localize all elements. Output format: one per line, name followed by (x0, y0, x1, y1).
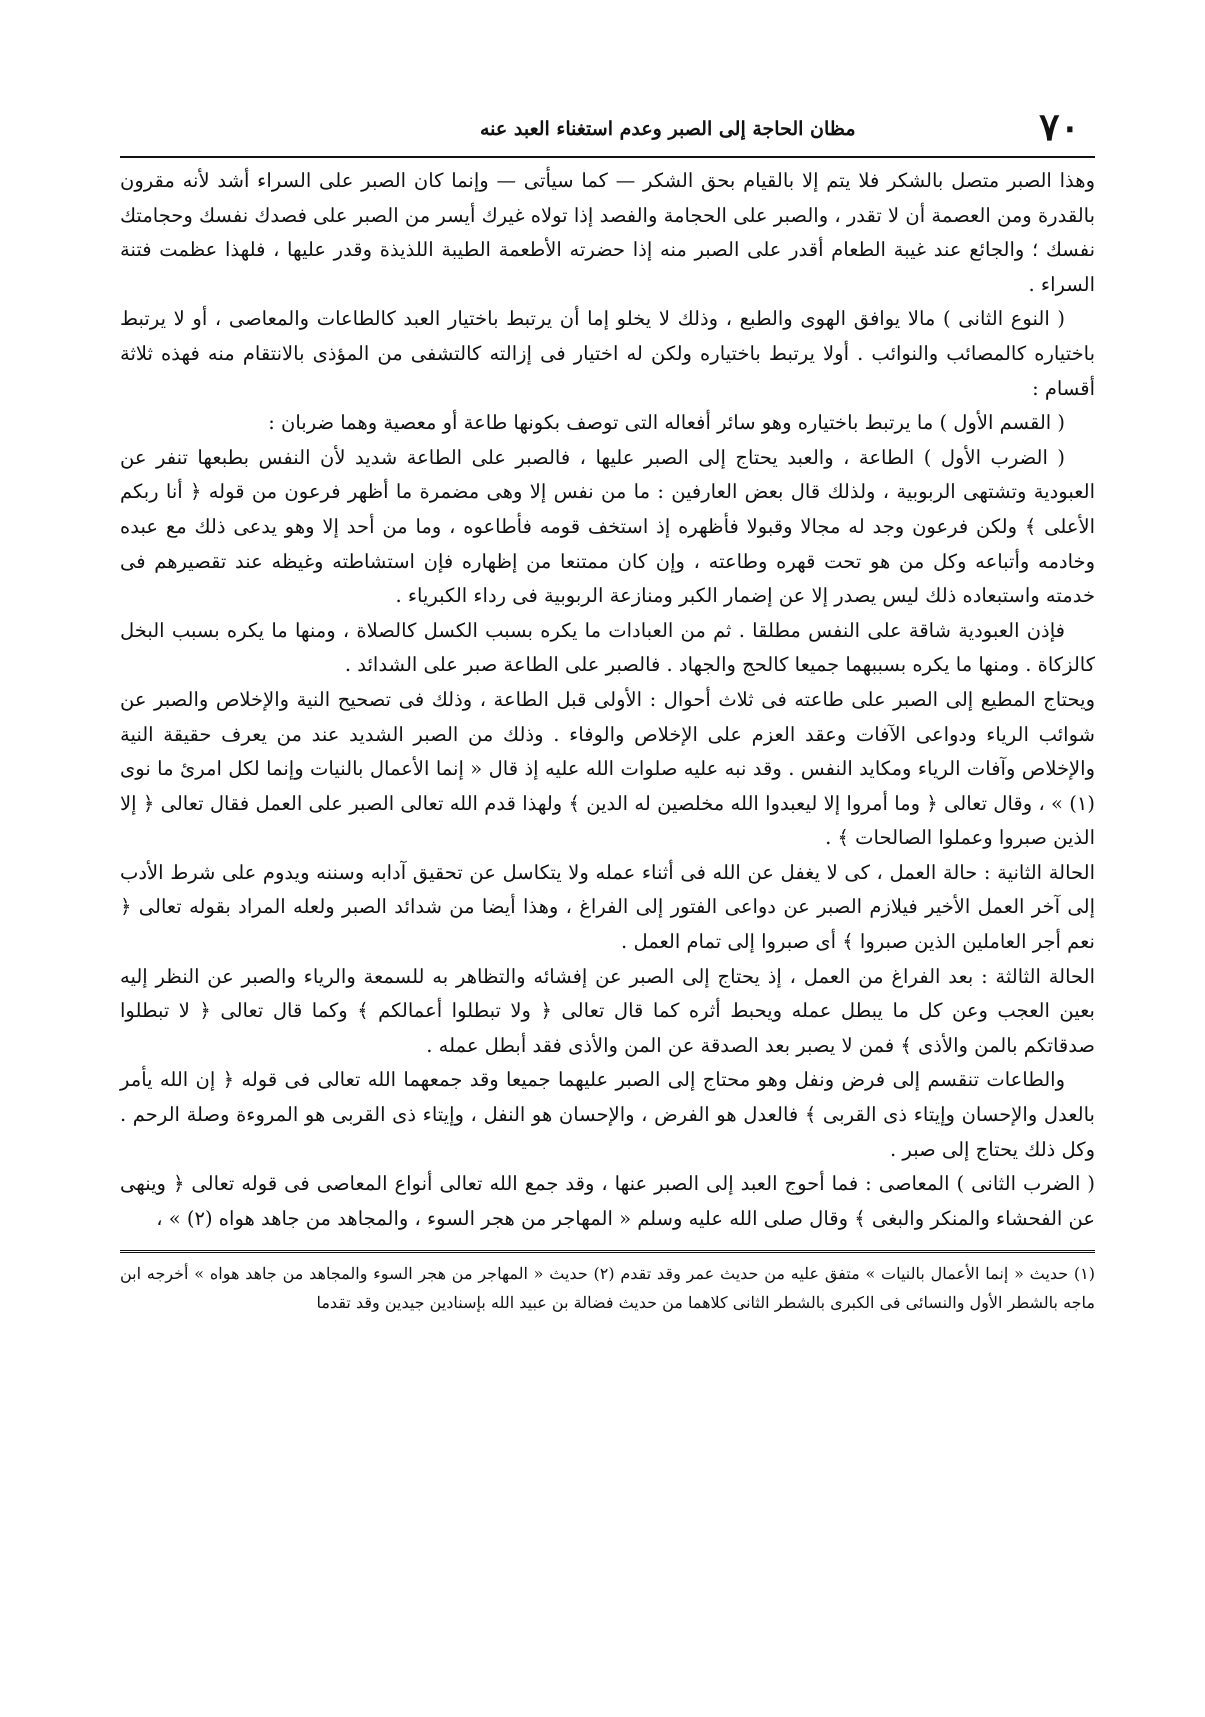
paragraph: ( القسم الأول ) ما يرتبط باختياره وهو سائر أفعاله التى توصف بكونها طاعة أو معصية وهما ضربان : (268, 411, 1065, 435)
paragraph: ويحتاج المطيع إلى الصبر على طاعته فى ثلاث أحوال : الأولى قبل الطاعة ، وذلك فى تصحيح النية والإخلاص والصبر عن شوائب الرياء ودواعى الآفات وعقد العزم على الإخلاص والوفاء . وذلك من الصبر الشديد عند من يعرف حقيقة النية والإخلاص وآفات الرياء ومكايد النفس . وقد نبه عليه صلوات الله عليه إذ قال « إنما الأعمال بالنيات وإنما لكل امرئ ما نوى (١) » ، وقال تعالى ﴿ وما أمروا إلا ليعبدوا الله مخلصين له الدين ﴾ ولهذا قدم الله تعالى الصبر على العمل فقال تعالى ﴿ إلا الذين صبروا وعملوا الصالحات ﴾ . (120, 687, 1095, 850)
paragraph: فإذن العبودية شاقة على النفس مطلقا . ثم من العبادات ما يكره بسبب الكسل كالصلاة ، ومنها ما يكره بسبب البخل كالزكاة . ومنها ما يكره بسببهما جميعا كالحج والجهاد . فالصبر على الطاعة صبر على الشدائد . (120, 618, 1095, 677)
paragraph: ( النوع الثانى ) مالا يوافق الهوى والطبع ، وذلك لا يخلو إما أن يرتبط باختيار العبد كالطاعات والمعاصى ، أو لا يرتبط باختياره كالمصائب والنوائب . أولا يرتبط باختياره ولكن له اختيار فى إزالته كالتشفى من المؤذى بالانتقام منه فهذه ثلاثة أقسام : (120, 307, 1095, 400)
footnote: (١) حديث « إنما الأعمال بالنيات » متفق عليه من حديث عمر وقد تقدم (٢) حديث « المهاجر من هجر السوء والمجاهد من جاهد هواه » أخرجه ابن ماجه بالشطر الأول والنسائى فى الكبرى بالشطر الثانى كلاهما من حديث فضالة بن عبيد الله بإسنادين جيدين وقد تقدما (120, 1264, 1095, 1313)
footnote-divider (120, 1250, 1095, 1253)
paragraph: الحالة الثالثة : بعد الفراغ من العمل ، إذ يحتاج إلى الصبر عن إفشائه والتظاهر به للسمعة والرياء والصبر عن النظر إليه بعين العجب وعن كل ما يبطل عمله ويحبط أثره كما قال تعالى ﴿ ولا تبطلوا أعمالكم ﴾ وكما قال تعالى ﴿ لا تبطلوا صدقاتكم بالمن والأذى ﴾ فمن لا يصبر بعد الصدقة عن المن والأذى فقد أبطل عمله . (120, 964, 1095, 1057)
page-header (120, 100, 1095, 149)
running-title: مظان الحاجة إلى الصبر وعدم استغناء العبد عنه (480, 118, 856, 140)
header-divider (120, 156, 1095, 158)
main-text (120, 164, 1095, 1236)
page-number: ٧٠ (1039, 104, 1080, 149)
paragraph: والطاعات تنقسم إلى فرض ونفل وهو محتاج إلى الصبر عليهما جميعا وقد جمعهما الله تعالى فى قوله ﴿ إن الله يأمر بالعدل والإحسان وإيتاء ذى القربى ﴾ فالعدل هو الفرض ، والإحسان هو النفل ، وإيتاء ذى القربى هو المروءة وصلة الرحم . وكل ذلك يحتاج إلى صبر . (120, 1068, 1095, 1161)
paragraph: وهذا الصبر متصل بالشكر فلا يتم إلا بالقيام بحق الشكر — كما سيأتى — وإنما كان الصبر على السراء أشد لأنه مقرون بالقدرة ومن العصمة أن لا تقدر ، والصبر على الحجامة والفصد إذا تولاه غيرك أيسر من الصبر على فصدك نفسك وحجامتك نفسك ؛ والجائع عند غيبة الطعام أقدر على الصبر منه إذا حضرته الأطعمة الطيبة اللذيذة وقدر عليها ، فلهذا عظمت فتنة السراء . (120, 169, 1095, 296)
paragraph: ( الضرب الثانى ) المعاصى : فما أحوج العبد إلى الصبر عنها ، وقد جمع الله تعالى أنواع المعاصى فى قوله تعالى ﴿ وينهى عن الفحشاء والمنكر والبغى ﴾ وقال صلى الله عليه وسلم « المهاجر من هجر السوء ، والمجاهد من جاهد هواه (٢) » ، (120, 1172, 1095, 1230)
paragraph: ( الضرب الأول ) الطاعة ، والعبد يحتاج إلى الصبر عليها ، فالصبر على الطاعة شديد لأن النفس بطبعها تنفر عن العبودية وتشتهى الربوبية ، ولذلك قال بعض العارفين : ما من نفس إلا وهى مضمرة ما أظهر فرعون من قوله ﴿ أنا ربكم الأعلى ﴾ ولكن فرعون وجد له مجالا وقبولا فأظهره إذ استخف قومه فأطاعوه ، وما من أحد إلا وهو يدعى ذلك مع عبده وخادمه وأتباعه وكل من هو تحت قهره وطاعته ، وإن كان ممتنعا من إظهاره فإن استشاطته وغيظه عند تقصيرهم فى خدمته واستبعاده ذلك ليس يصدر إلا عن إضمار الكبر ومنازعة الربوبية فى رداء الكبرياء . (120, 445, 1095, 608)
paragraph: الحالة الثانية : حالة العمل ، كى لا يغفل عن الله فى أثناء عمله ولا يتكاسل عن تحقيق آدابه وسننه ويدوم على شرط الأدب إلى آخر العمل الأخير فيلازم الصبر عن دواعى الفتور إلى الفراغ ، وهذا أيضا من شدائد الصبر ولعله المراد بقوله تعالى ﴿ نعم أجر العاملين الذين صبروا ﴾ أى صبروا إلى تمام العمل . (120, 860, 1095, 954)
footnotes (120, 1259, 1095, 1317)
